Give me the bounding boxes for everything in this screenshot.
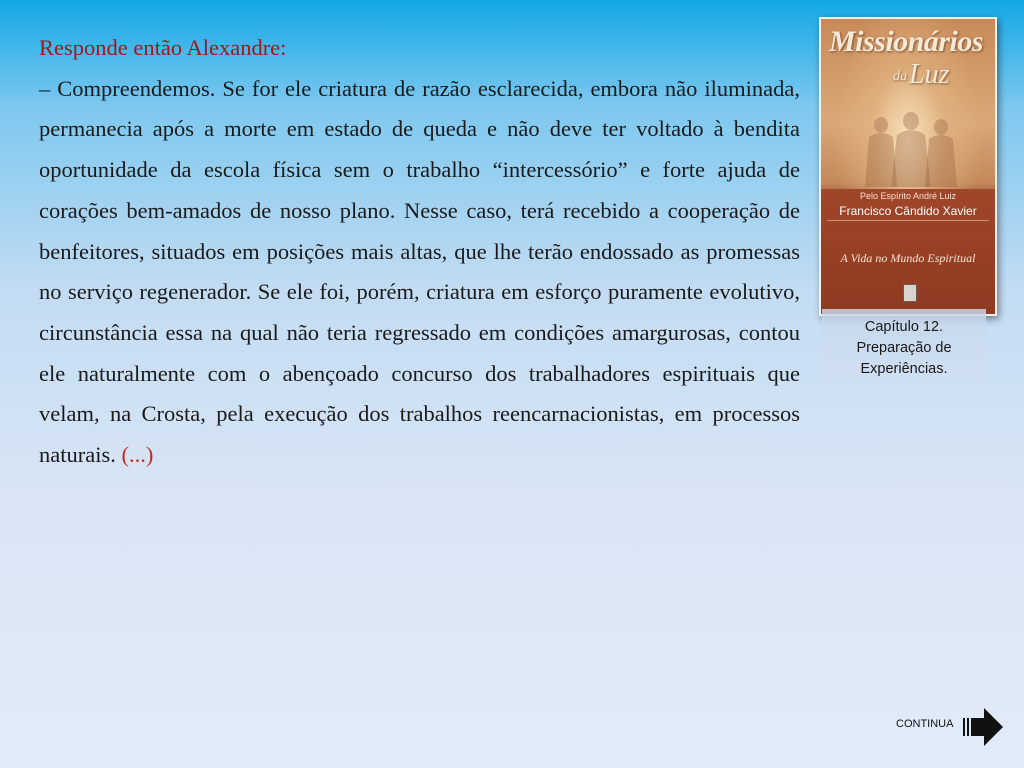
book-cover-image — [819, 17, 997, 316]
ellipsis: (...) — [121, 442, 154, 468]
caption-line-2: Preparação de — [856, 340, 952, 356]
body-text: – Compreendemos. Se for ele criatura de razão esclarecida, embora não iluminada, permanecia após a morte em estado de queda e não deve ter voltado à bendita oportunidade da escola física sem o trabalho “intercessório” e forte ajuda de corações bem-amados de nosso plano. Nesse caso, terá recebido a cooperação de benfeitores, situados em posições mais altas, que lhe terão endossado as promessas no serviço regenerador. Se ele foi, porém, criatura em esforço puramente evolutivo, circunstância essa na qual não teria regressado em condições amargurosas, contou ele naturalmente com o abençoado concurso dos trabalhadores espirituais que velam, na Crosta, pela execução dos trabalhos reencarnacionistas, em processos naturais. — [39, 75, 800, 468]
book-tagline: A Vida no Mundo Espiritual — [840, 251, 976, 265]
book-subtitle — [893, 59, 949, 91]
book-cover — [821, 19, 995, 314]
intro-line: Responde então Alexandre: — [39, 35, 287, 60]
main-text — [39, 28, 800, 476]
continue-label[interactable]: CONTINUA — [896, 718, 954, 730]
next-arrow-icon[interactable] — [962, 706, 1004, 748]
book-title: Missionários — [829, 25, 984, 58]
chapter-caption — [822, 309, 986, 397]
caption-line-3: Experiências. — [860, 361, 948, 377]
book-spirit-author: Pelo Espírito André Luiz — [859, 191, 957, 201]
book-divider — [827, 220, 989, 221]
book-subtitle-prefix: da — [893, 68, 907, 84]
publisher-logo-icon — [903, 284, 917, 302]
caption-line-1: Capítulo 12. — [864, 319, 944, 335]
book-subtitle-word: Luz — [909, 59, 950, 90]
book-author: Francisco Cândido Xavier — [839, 204, 977, 218]
book-cover-figures-illustration — [841, 107, 977, 187]
body-paragraph — [39, 69, 800, 476]
